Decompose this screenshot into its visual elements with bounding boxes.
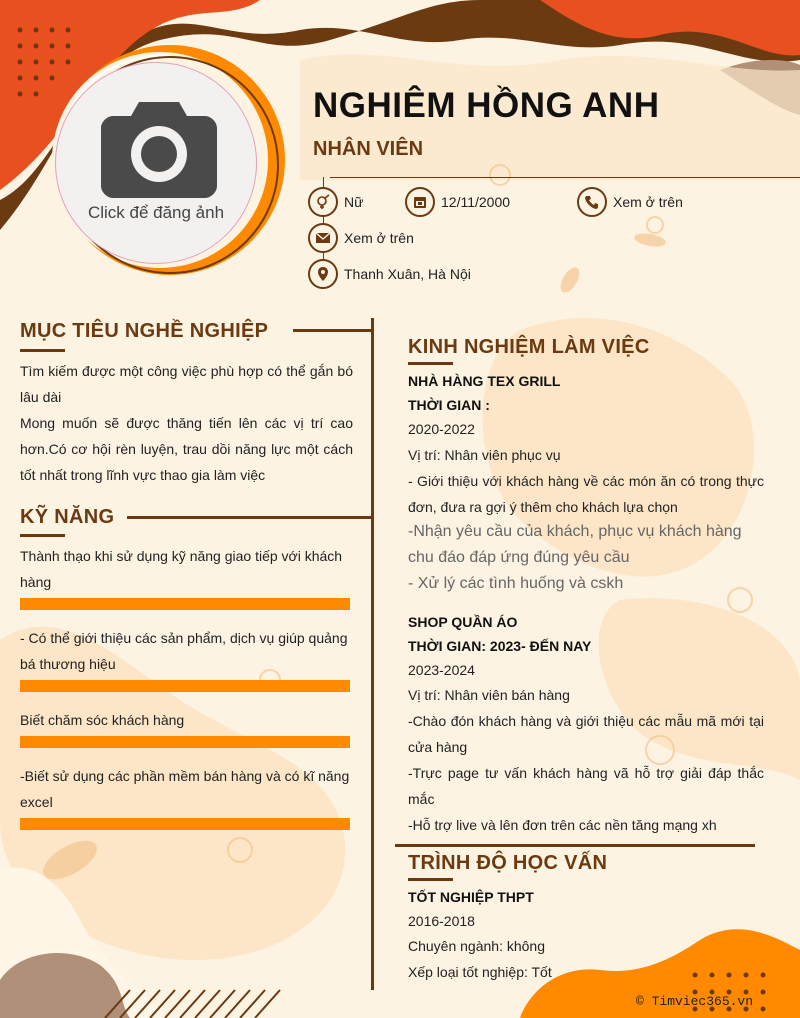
skills-title: KỸ NĂNG (20, 506, 115, 528)
contact-gender (308, 187, 363, 217)
email-value: Xem ở trên (344, 230, 414, 246)
skill-4-bar (20, 818, 350, 830)
job-1-company: NHÀ HÀNG TEX GRILL (408, 373, 561, 389)
experience-title: KINH NGHIỆM LÀM VIỆC (408, 336, 650, 358)
gender-icon (308, 187, 338, 217)
education-period: 2016-2018 (408, 913, 475, 929)
contact-address (308, 259, 471, 289)
skills-underline (20, 534, 65, 537)
job-1-period: 2020-2022 (408, 421, 475, 437)
job-2-company: SHOP QUẦN ÁO (408, 614, 518, 630)
candidate-position: NHÂN VIÊN (313, 138, 424, 160)
job-2-period: 2023-2024 (408, 662, 475, 678)
phone-value: Xem ở trên (613, 194, 683, 210)
education-grade: Xếp loại tốt nghiệp: Tốt (408, 964, 552, 980)
calendar-icon (405, 187, 435, 217)
job-2-time-label: THỜI GIAN: 2023- ĐẾN NAY (408, 638, 592, 654)
photo-upload-label[interactable]: Click để đăng ảnh (87, 203, 225, 222)
job-1-detail-1: - Giới thiệu với khách hàng về các món ăn có trong thực đơn, đưa ra gợi ý thêm cho khách lựa chọn (408, 473, 764, 515)
education-top-line (395, 844, 755, 847)
contact-dob (405, 187, 510, 217)
skill-1-bar (20, 598, 350, 610)
education-title: TRÌNH ĐỘ HỌC VẤN (408, 852, 608, 874)
contact-divider (330, 177, 800, 178)
objective-underline (20, 349, 65, 352)
column-divider (371, 318, 374, 990)
mail-icon (308, 223, 338, 253)
camera-icon (101, 96, 217, 198)
skill-4-text: -Biết sử dụng các phần mềm bán hàng và có kĩ năng excel (20, 768, 350, 810)
job-1-time-label: THỜI GIAN : (408, 397, 490, 413)
job-1-detail-3: - Xử lý các tình huống và cskh (408, 575, 624, 592)
candidate-name: NGHIÊM HỒNG ANH (313, 86, 660, 125)
education-underline (408, 878, 453, 881)
contact-phone (577, 187, 683, 217)
job-1-detail-2: -Nhận yêu cầu của khách, phục vụ khách hàng chu đáo đáp ứng đúng yêu cầu (408, 523, 742, 566)
job-2-detail-2: -Trực page tư vấn khách hàng vã hỗ trợ giải đáp thắc mắc (408, 765, 764, 807)
skill-3-bar (20, 736, 350, 748)
objective-line-1: Tìm kiếm được một công việc phù hợp có thể gắn bó lâu dài (20, 363, 353, 405)
dob-value: 12/11/2000 (441, 194, 511, 210)
skill-1-text: Thành thạo khi sử dụng kỹ năng giao tiếp với khách hàng (20, 548, 343, 590)
watermark: © Timviec365.vn (636, 994, 754, 1009)
contact-email (308, 223, 414, 253)
skill-3-text: Biết chăm sóc khách hàng (20, 712, 185, 728)
address-value: Thanh Xuân, Hà Nội (344, 266, 471, 282)
avatar[interactable] (55, 62, 257, 264)
location-icon (308, 259, 338, 289)
education-major: Chuyên ngành: không (408, 938, 545, 954)
skills-title-line (127, 516, 373, 519)
experience-underline (408, 362, 453, 365)
objective-title: MỤC TIÊU NGHỀ NGHIỆP (20, 320, 269, 342)
job-2-role: Vị trí: Nhân viên bán hàng (408, 687, 570, 703)
phone-icon (577, 187, 607, 217)
job-1-role: Vị trí: Nhân viên phục vụ (408, 447, 561, 463)
job-2-detail-1: -Chào đón khách hàng và giới thiệu các mẫu mã mới tại cửa hàng (408, 713, 764, 755)
job-2-detail-3: -Hỗ trợ live và lên đơn trên các nền tăng mạng xh (408, 817, 717, 833)
skill-2-bar (20, 680, 350, 692)
objective-line-2: Mong muốn sẽ được thăng tiến lên các vị trí cao hơn.Có cơ hội rèn luyện, trau dồi năng lực một cách tốt nhất trong lĩnh vực thao gia làm việc (20, 415, 353, 483)
objective-title-line (293, 329, 373, 332)
gender-value: Nữ (344, 194, 364, 210)
education-school: TỐT NGHIỆP THPT (408, 889, 534, 905)
skill-2-text: - Có thể giới thiệu các sản phẩm, dịch vụ giúp quảng bá thương hiệu (20, 630, 348, 672)
